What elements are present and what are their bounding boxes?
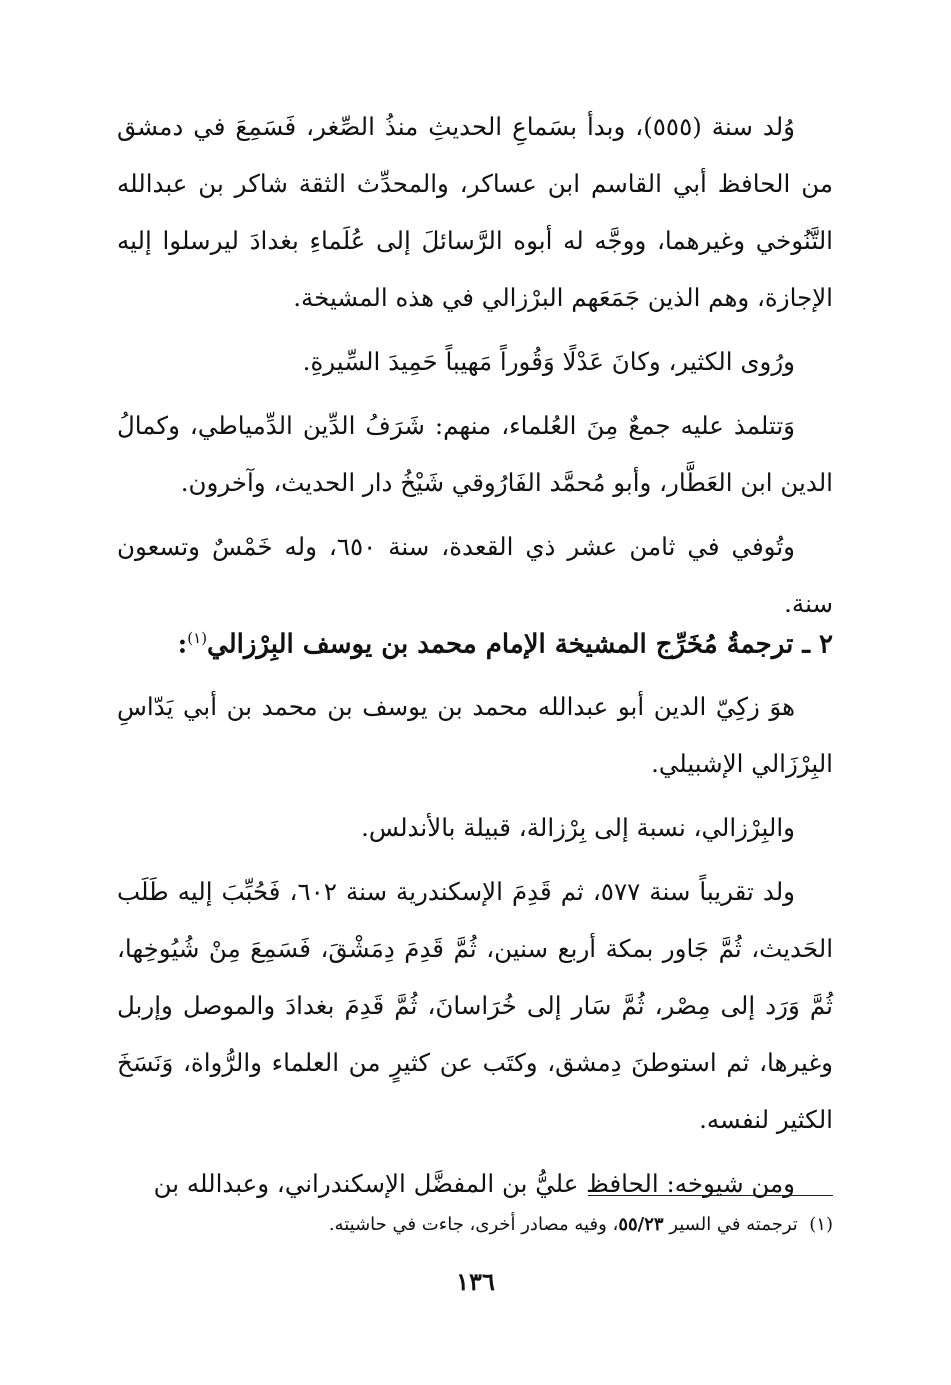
paragraph-name: هوَ زكِيّ الدين أبو عبدالله محمد بن يوسف بن محمد بن أبي يَدّاسِ البِرْزَالي الإشبيلي. xyxy=(117,692,833,778)
paragraph-death: وتُوفي في ثامن عشر ذي القعدة، سنة ٦٥٠، وله خَمْسٌ وتسعون سنة. xyxy=(117,532,833,618)
main-text-top xyxy=(117,98,833,632)
page-number: ١٣٦ xyxy=(456,1267,495,1296)
heading-footnote-marker: (١) xyxy=(187,629,208,647)
footnote-text-before: ترجمته في السير xyxy=(669,1214,798,1235)
main-text-bottom xyxy=(117,678,833,1212)
paragraph-teachers: ومن شيوخه: الحافظ عليُّ بن المفضَّل الإسكندراني، وعبدالله بن xyxy=(153,1169,795,1198)
footnote-divider xyxy=(588,1195,833,1196)
section-heading xyxy=(117,618,833,665)
footnote-text-after: ، وفيه مصادر أخرى، جاءت في حاشيته. xyxy=(328,1214,619,1235)
heading-text: ٢ ـ ترجمةُ مُخَرِّج المشيخة الإمام محمد بن يوسف البِرْزالي xyxy=(207,629,833,660)
footnote xyxy=(117,1210,833,1240)
paragraph-nisba: والبِرْزالي، نسبة إلى بِرْزالة، قبيلة بالأندلس. xyxy=(361,813,795,842)
heading-suffix: : xyxy=(177,629,188,660)
footnote-reference: ٥٥/٢٣ xyxy=(618,1214,664,1235)
paragraph-students: وَتتلمذ عليه جمعٌ مِنَ العُلماء، منهم: شَرَفُ الدِّين الدِّمياطي، وكمالُ الدين ابن العَطَّار، وأبو مُحمَّد الفَارُوقي شَيْخُ دار الحديث، وآخرون. xyxy=(117,411,833,497)
paragraph-birth: وُلد سنة (٥٥٥)، وبدأ بسَماعِ الحديثِ منذُ الصِّغر، فَسَمِعَ في دمشق من الحافظ أبي القاسم ابن عساكر، والمحدِّث الثقة شاكر بن عبدالله التَّنُوخي وغيرهما، ووجَّه له أبوه الرَّسائلَ إلى عُلَماءِ بغدادَ ليرسلوا إليه الإجازة، وهم الذين جَمَعَهم البرْزالي في هذه المشيخة. xyxy=(117,112,833,312)
paragraph-travels: ولد تقريباً سنة ٥٧٧، ثم قَدِمَ الإسكندرية سنة ٦٠٢، فَحُبِّبَ إليه طَلَب الحَديث، ثُمَّ جَاور بمكة أربع سنين، ثُمَّ قَدِمَ دِمَشْقَ، فَسَمِعَ مِنْ شُيُوخِها، ثُمَّ وَرَد إلى مِصْر، ثُمَّ سَار إلى خُرَاسانَ، ثُمَّ قَدِمَ بغدادَ والموصل وإربل وغيرها، ثم استوطنَ دِمشق، وكتَب عن كثيرٍ من العلماء والرُّواة، وَنَسَخَ الكثير لنفسه. xyxy=(117,877,833,1134)
paragraph-narration: ورُوى الكثير، وكانَ عَدْلًا وَقُوراً مَهيباً حَمِيدَ السِّيرةِ. xyxy=(302,347,795,376)
footnote-marker: (١) xyxy=(809,1214,833,1235)
